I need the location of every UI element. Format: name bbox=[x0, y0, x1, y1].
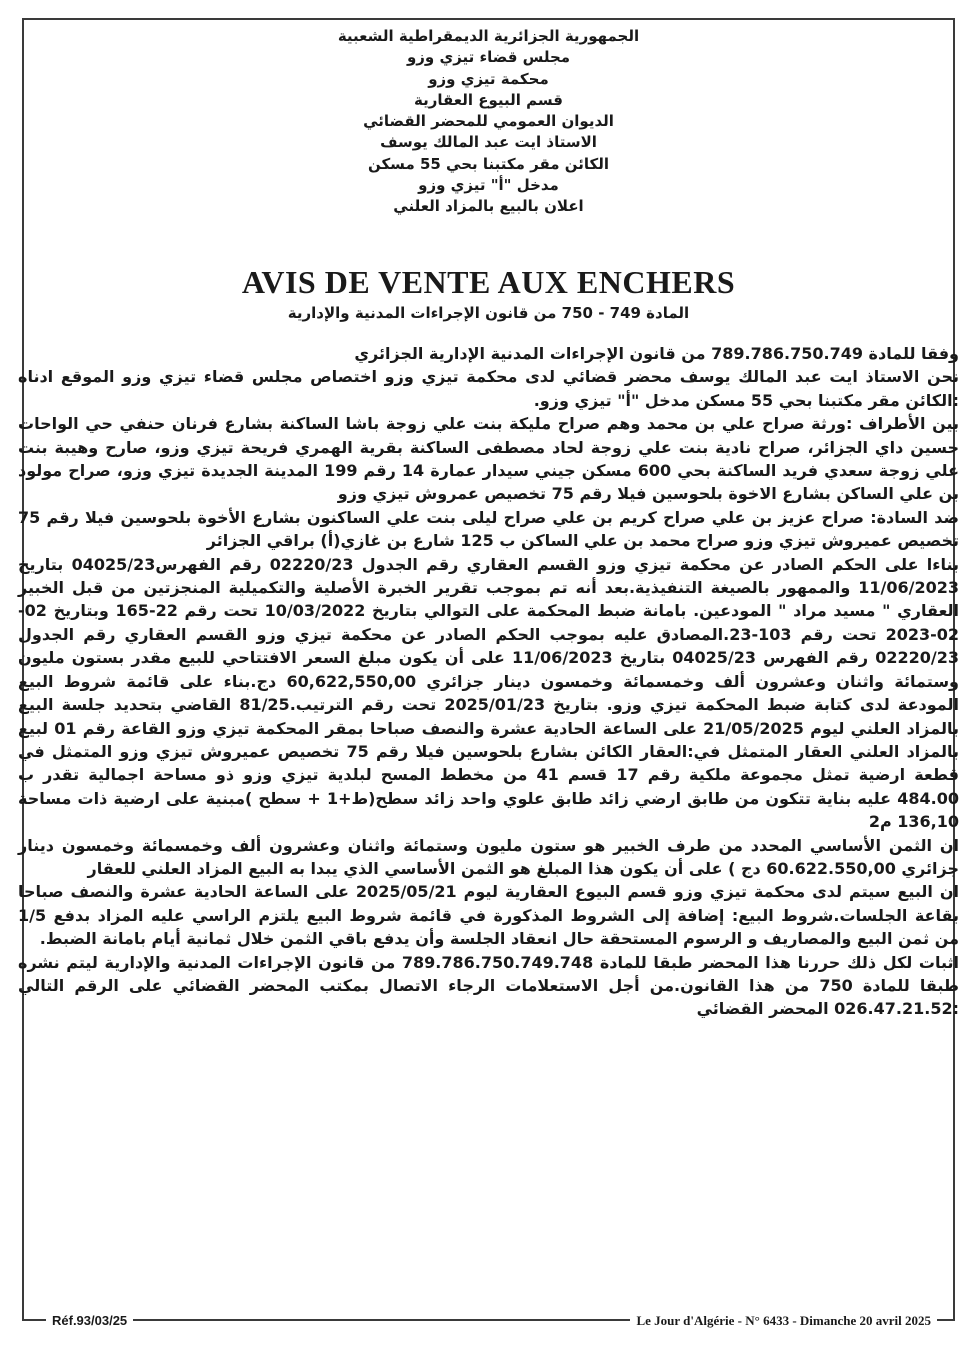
notice-title: AVIS DE VENTE AUX ENCHERS bbox=[241, 264, 736, 300]
header-line: اعلان بالبيع بالمزاد العلني bbox=[393, 197, 584, 216]
page-footer bbox=[22, 1311, 955, 1333]
body-paragraph: بين الأطراف :ورثة صراح علي بن محمد وهم صراح مليكة بنت علي زوجة باشا الساكنة بشارع فرنان حنفي حي الواحات حسين داي الجزائر، صراح نادية بنت علي زوجة لحاد مصطفى الساكنة بقرية الهمري فريحة تيزي وزو، صارح وهيبة بنت علي زوجة سعدي فريد الساكنة بحي 600 مسكن جيني سيدار عمارة 14 رقم 199 المدينة الجديدة تيزي وزو، صراح مولود بن علي الساكن بشارع الاخوة بلحوسين فيلا رقم 75 تخصيص عمروش تيزي وزو bbox=[18, 414, 960, 504]
header-line: الاستاذ ايت عبد المالك يوسف bbox=[380, 133, 597, 152]
notice-subtitle: المادة 749 - 750 من قانون الإجراءات المدنية والإدارية bbox=[287, 304, 690, 322]
body-paragraph: ان البيع سيتم لدى محكمة تيزي وزو قسم البيوع العقارية ليوم 2025/05/21 على الساعة الحادية عشرة والنصف صباحا بقاعة الجلسات.شروط البيع: إضافة إلى الشروط المذكورة في قائمة شروط البيع يلتزم الراسي عليه المزاد بدفع 1/5 من ثمن البيع والمصاريف و الرسوم المستحقة حال انعقاد الجلسة وأن يدفع باقي الثمن خلال ثمانية أيام بامانة الضبط. bbox=[18, 882, 960, 949]
body-paragraph: ان الثمن الأساسي المحدد من طرف الخبير هو ستون مليون وستمائة واثنان وعشرون ألف وخمسمائة وخمسون دينار جزائري 60.622.550,00 دج ) على أن يكون هذا المبلغ هو الثمن الأساسي الذي يبدا به البيع المزاد العلني للعقار bbox=[18, 835, 959, 878]
header-line: محكمة تيزي وزو bbox=[428, 69, 549, 88]
body-paragraph: بناءا على الحكم الصادر عن محكمة تيزي وزو القسم العقاري رقم الجدول 02220/23 رقم الفهرس04025/23 بتاريخ 11/06/2023 والممهور بالصيغة التنفيذية.بعد أنه تم بموجب تقرير الخبرة الأصلية والتكميلية المنجزتين من قبل الخبير العقاري " مسيد مراد " المودعين. بامانة ضبط المحكمة على التوالي بتاريخ 10/03/2022 تحت رقم 22-165 وبتاريخ 02-02-2023 تحت رقم 103-23.المصادق عليه بموجب الحكم الصادر عن محكمة تيزي وزو القسم العقاري رقم الجدول 02220/23 رقم الفهرس 04025/23 بتاريخ 11/06/2023 على أن يكون مبلغ السعر الافتتاحي للبيع مقدر بستون مليون وستمائة واثنان وعشرون ألف وخمسمائة وخمسون دينار جزائري 60,622,550,00 دج.بناء على قائمة شروط البيع المودعة لدى كتابة ضبط المحكمة تيزي وزو. بتاريخ 2025/01/23 تحت رقم الترتيب.81/25 القاضي بتحديد جلسة البيع بالمزاد العلني ليوم 21/05/2025 على الساعة الحادية عشرة والنصف صباحا بمقر المحكمة تيزي وزو القاعة رقم 01 لبيع بالمزاد العلني العقار المتمثل في:العقار الكائن بشارع بلحوسين فيلا رقم 75 تخصيص عميروش تيزي وزو المتمثل في قطعة ارضية تمثل مجموعة ملكية رقم 17 قسم 41 من مخطط المسح لبلدية تيزي وزو ذو مساحة اجمالية تقدر ب 484.00 عليه بناية تتكون من طابق ارضي زائد طابق علوي واحد زائد سطح(ط+1 + سطح )مبنية على ارضية ذات مساحة 136,10 م2 bbox=[18, 554, 960, 832]
notice-header bbox=[0, 26, 977, 218]
body-paragraph: نحن الاستاذ ايت عبد المالك يوسف محضر قضائي لدى محكمة تيزي وزو اختصاص مجلس قضاء تيزي وزو الموقع ادناه :الكائن مقر مكتبنا بحي 55 مسكن مدخل "أ" تيزي وزو. bbox=[18, 367, 959, 410]
header-line: مدخل "أ" تيزي وزو bbox=[418, 176, 559, 195]
journal-credit: Le Jour d'Algérie - N° 6433 - Dimanche 20 avril 2025 bbox=[630, 1311, 937, 1331]
header-line: الكائن مقر مكتبنا بحي 55 مسكن bbox=[367, 154, 610, 173]
body-paragraph: ضد السادة: صراح عزيز بن علي صراح كريم بن علي صراح ليلى بنت علي الساكنون بشارع الأخوة بلحوسين فيلا رقم 75 تخصيص عميروش تيزي وزو صراح محمد بن علي الساكن ب 125 شارع بن غازي(أ) براقي الجزائر bbox=[18, 507, 959, 551]
reference-number: Réf.93/03/25 bbox=[46, 1311, 133, 1331]
body-paragraph: وفقا للمادة 789.786.750.749 من قانون الإجراءات المدنية الإدارية الجزائري bbox=[354, 344, 959, 363]
notice-body bbox=[18, 342, 959, 1021]
header-line: الجمهورية الجزائرية الديمقراطية الشعبية bbox=[337, 27, 640, 45]
header-line: الديوان العمومي للمحضر القضائي bbox=[363, 112, 614, 131]
header-line: مجلس قضاء تيزي وزو bbox=[406, 48, 571, 67]
body-paragraph: اثبات لكل ذلك حررنا هذا المحضر طبقا للمادة 789.786.750.749.748 من قانون الإجراءات المدنية والإدارية ليتم نشره طبقا للمادة 750 من هذا القانون.من أجل الاستعلامات الرجاء الاتصال بمكتب المحضر القضائي على الرقم التالي :026.47.21.52 المحضر القضائي bbox=[18, 952, 960, 1019]
header-line: قسم البيوع العقارية bbox=[414, 90, 563, 109]
